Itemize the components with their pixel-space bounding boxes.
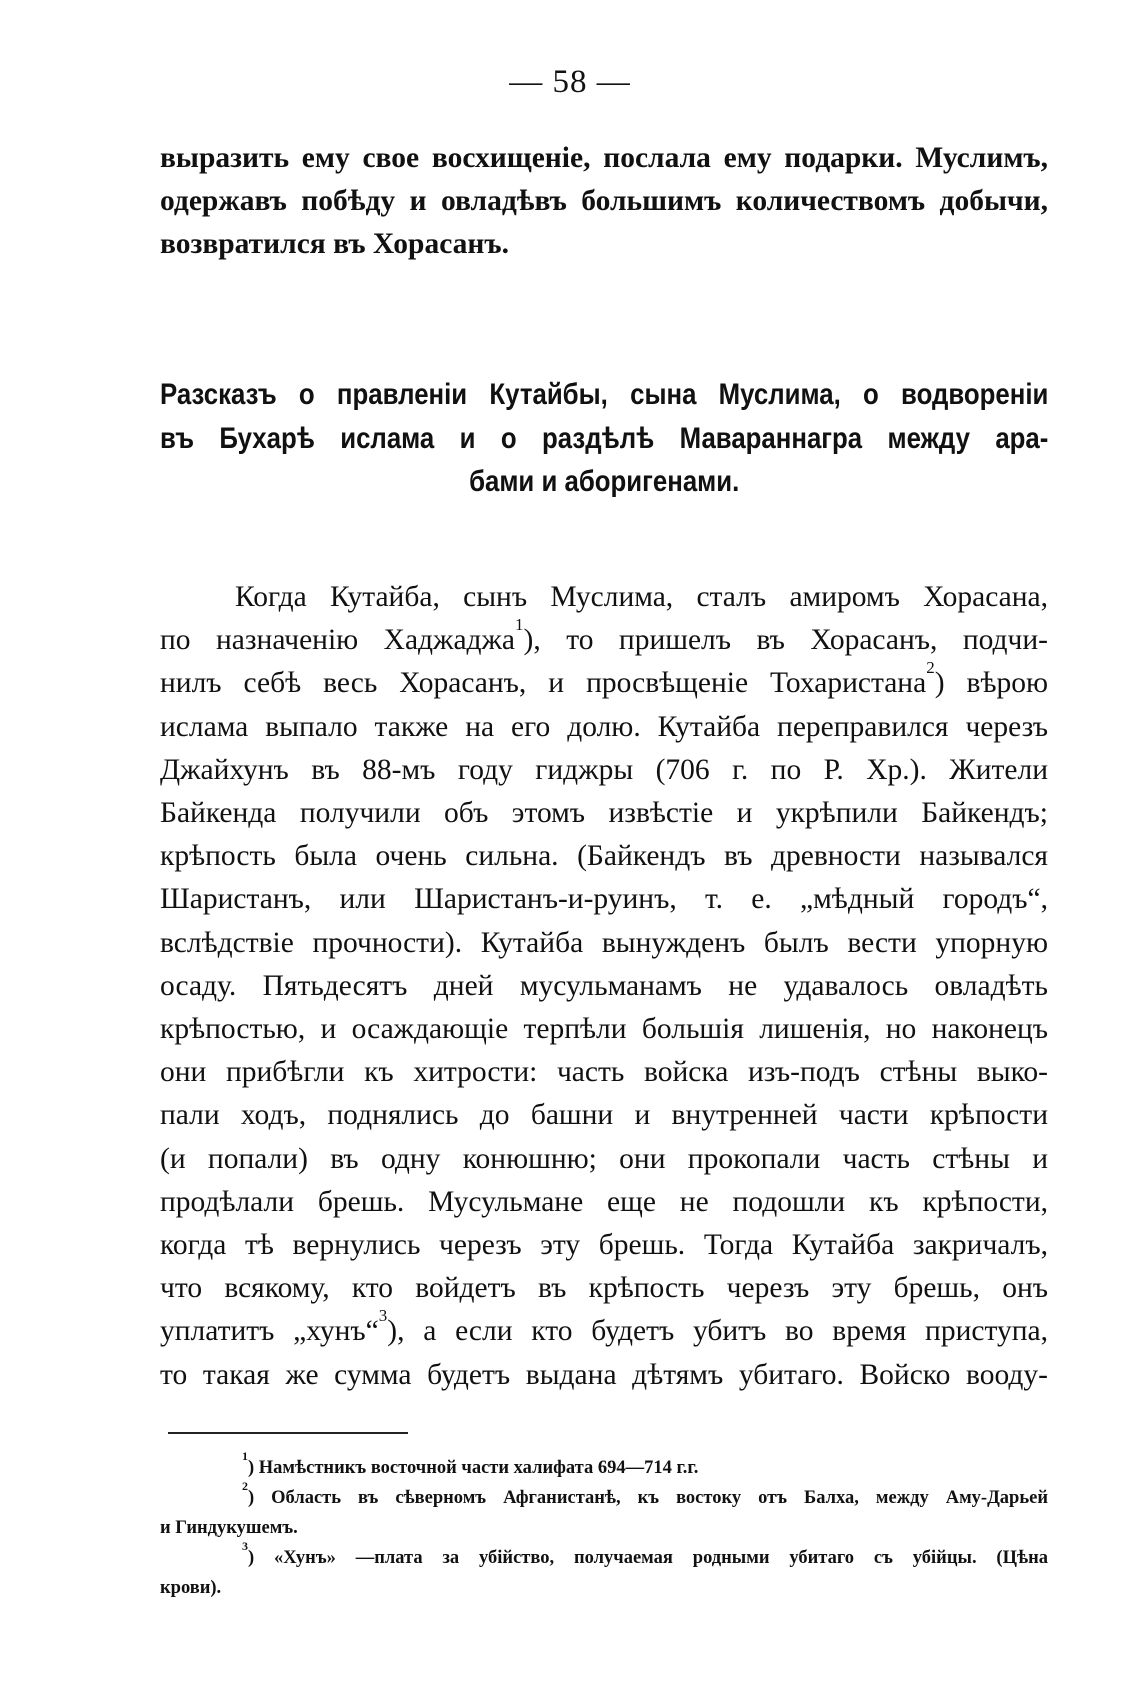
text-line xyxy=(160,1306,1048,1353)
text-line: что всякому, кто войдетъ въ крѣпость черезъ эту брешь, онъ xyxy=(160,1272,1048,1305)
text-line: вслѣдствіе прочности). Кутайба вынужденъ былъ вести упорную xyxy=(160,926,1048,959)
text-fragment: нилъ себѣ весь Хорасанъ, и просвѣщеніе Тохаристана xyxy=(160,667,927,700)
footnote-ref: 1 xyxy=(515,615,524,635)
footnote-line xyxy=(160,1479,1048,1513)
text-line: крѣпостью, и осаждающіе терпѣли большія лишенія, но наконецъ xyxy=(160,1013,1048,1046)
footnote-line: и Гиндукушемъ. xyxy=(160,1518,298,1538)
text-line: осаду. Пятьдесятъ дней мусульманамъ не удавалось овладѣть xyxy=(160,969,1048,1002)
text-line: Шаристанъ, или Шаристанъ-и-руинъ, т. е. „мѣдный городъ“, xyxy=(160,883,1048,916)
text-line: возвратился въ Хорасанъ. xyxy=(160,228,509,261)
text-line xyxy=(160,615,1049,662)
footnote-2 xyxy=(160,1479,1048,1543)
footnote-line xyxy=(160,1449,1048,1483)
text-line: когда тѣ вернулись черезъ эту брешь. Тогда Кутайба закричалъ, xyxy=(160,1229,1048,1262)
footnote-marker: 3 xyxy=(242,1539,248,1553)
page-number: — 58 — xyxy=(509,64,631,100)
text-line: Когда Кутайба, сынъ Муслима, сталъ амиромъ Хорасана, xyxy=(235,581,1048,613)
text-line: (и попали) въ одну конюшню; они прокопали часть стѣны и xyxy=(160,1142,1048,1175)
text-fragment: ) вѣрою xyxy=(934,667,1049,700)
footnote-text: ) Область въ сѣверномъ Афганистанѣ, къ востоку отъ Балха, между Аму-Дарьей xyxy=(248,1488,1048,1508)
footnotes xyxy=(160,1449,1048,1603)
text-line: они прибѣгли къ хитрости: часть войска изъ-подъ стѣны выко- xyxy=(160,1056,1048,1089)
text-fragment: по назначенію Хаджаджа xyxy=(160,624,516,657)
heading-line: бами и аборигенами. xyxy=(469,465,740,498)
section-heading xyxy=(160,373,1049,504)
text-line: продѣлали брешь. Мусульмане еще не подошли къ крѣпости, xyxy=(160,1185,1048,1218)
footnote-marker: 1 xyxy=(242,1449,248,1463)
footnote-text: ) «Хунъ» —плата за убійство, получаемая родными убитаго съ убійцы. (Цѣна xyxy=(248,1548,1048,1568)
footnote-line xyxy=(160,1539,1048,1573)
footnote-1 xyxy=(160,1449,1048,1483)
footnote-divider xyxy=(168,1432,408,1434)
text-fragment: ), а если кто будетъ убитъ во время приступа, xyxy=(387,1315,1048,1348)
text-line xyxy=(160,658,1049,705)
footnote-3 xyxy=(160,1539,1048,1603)
footnote-marker: 2 xyxy=(242,1479,248,1493)
text-line: крѣпость была очень сильна. (Байкендъ въ древности назывался xyxy=(160,840,1048,873)
footnote-line: крови). xyxy=(160,1578,222,1598)
heading-line: Разсказъ о правленіи Кутайбы, сына Муслима, о водвореніи xyxy=(160,378,1049,411)
carry-over-paragraph xyxy=(160,137,1048,267)
text-line: Байкенда получили объ этомъ извѣстіе и укрѣпили Байкендъ; xyxy=(160,797,1048,830)
text-line: ислама выпало также на его долю. Кутайба переправился черезъ xyxy=(160,710,1048,743)
text-line: одержавъ побѣду и овладѣвъ большимъ количествомъ добычи, xyxy=(160,185,1048,218)
body-paragraph xyxy=(160,576,1048,1397)
text-line: Джайхунъ въ 88-мъ году гиджры (706 г. по Р. Хр.). Жители xyxy=(160,753,1048,786)
text-line: пали ходъ, поднялись до башни и внутренней части крѣпости xyxy=(160,1099,1048,1132)
footnote-ref: 3 xyxy=(378,1306,388,1326)
text-line: выразить ему свое восхищеніе, послала ему подарки. Муслимъ, xyxy=(160,142,1048,174)
footnote-ref: 2 xyxy=(926,658,935,678)
footnote-text: ) Намѣстникъ восточной части халифата 694—714 г.г. xyxy=(248,1458,699,1478)
heading-line: въ Бухарѣ ислама и о раздѣлѣ Мавараннагра между ара- xyxy=(160,421,1049,455)
text-line: то такая же сумма будетъ выдана дѣтямъ убитаго. Войско вооду- xyxy=(160,1358,1048,1391)
text-fragment: уплатитъ „хунъ“ xyxy=(160,1315,379,1348)
text-fragment: ), то пришелъ въ Хорасанъ, подчи- xyxy=(523,624,1049,657)
